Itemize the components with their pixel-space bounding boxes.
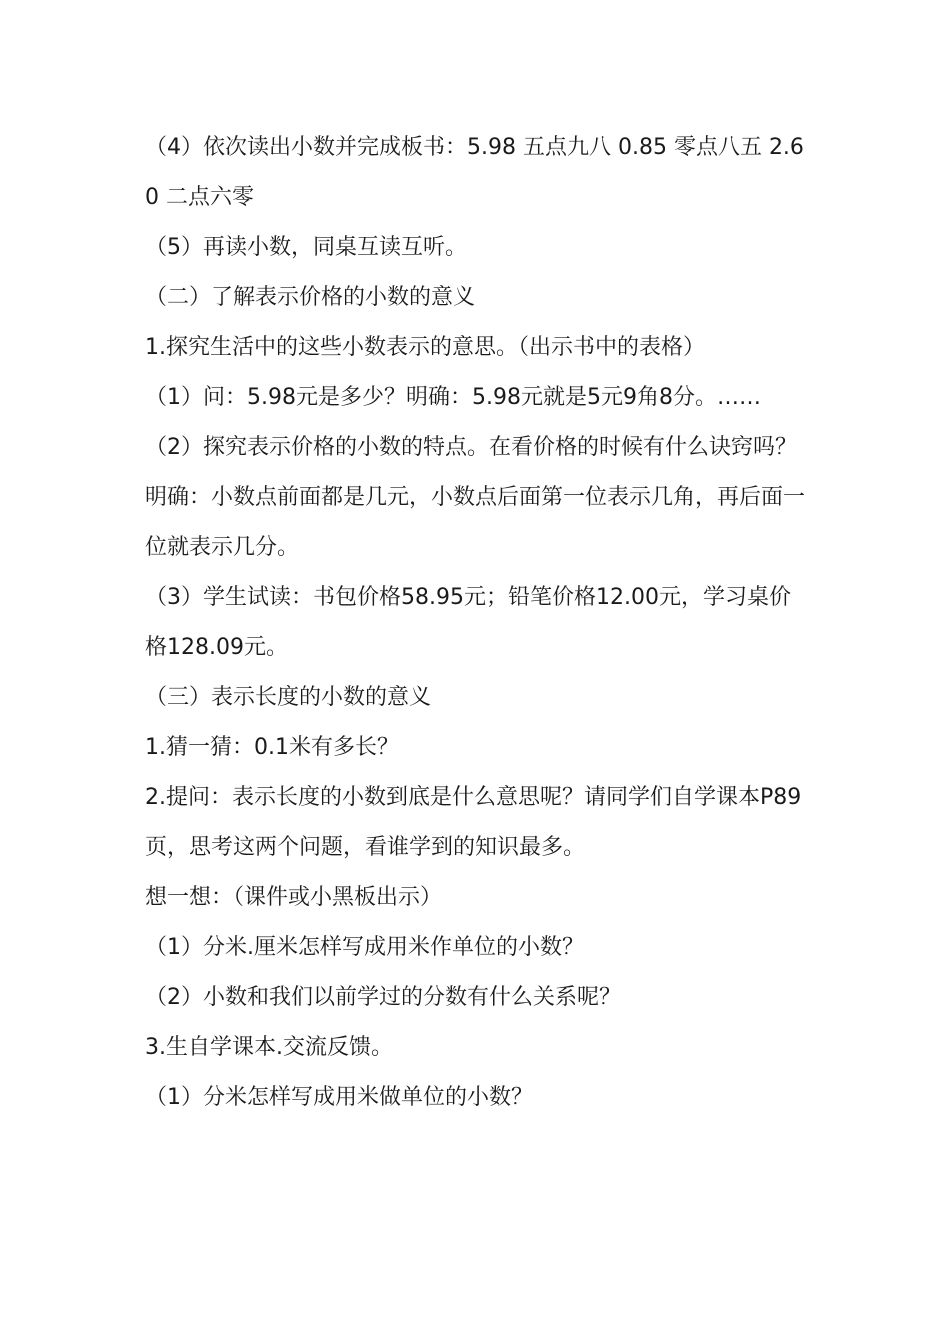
- section-heading: （二）了解表示价格的小数的意义: [145, 285, 476, 310]
- paragraph: 想一想：（课件或小黑板出示）: [145, 885, 443, 910]
- paragraph: （3）学生试读：书包价格58.95元；铅笔价格12.00元，学习桌价格128.09元。: [145, 585, 791, 660]
- paragraph: 1.猜一猜：0.1米有多长？: [145, 735, 399, 760]
- paragraph: 明确：小数点前面都是几元，小数点后面第一位表示几角，再后面一位就表示几分。: [145, 485, 806, 560]
- document-body: [145, 123, 810, 1123]
- paragraph: （1）分米怎样写成用米做单位的小数？: [145, 1085, 533, 1110]
- paragraph: 3.生自学课本.交流反馈。: [145, 1035, 393, 1060]
- paragraph: （1）问：5.98元是多少？明确：5.98元就是5元9角8分。……: [145, 385, 761, 410]
- paragraph: 2.提问：表示长度的小数到底是什么意思呢？请同学们自学课本P89页，思考这两个问题，看谁学到的知识最多。: [145, 785, 802, 860]
- paragraph: （4）依次读出小数并完成板书：5.98 五点九八 0.85 零点八五 2.60 二点六零: [145, 135, 804, 210]
- paragraph: 1.探究生活中的这些小数表示的意思。（出示书中的表格）: [145, 335, 705, 360]
- section-heading: （三）表示长度的小数的意义: [145, 685, 432, 710]
- paragraph: （2）小数和我们以前学过的分数有什么关系呢？: [145, 985, 621, 1010]
- paragraph: （5）再读小数，同桌互读互听。: [145, 235, 467, 260]
- paragraph: （2）探究表示价格的小数的特点。在看价格的时候有什么诀窍吗？: [145, 435, 797, 460]
- paragraph: （1）分米.厘米怎样写成用米作单位的小数？: [145, 935, 584, 960]
